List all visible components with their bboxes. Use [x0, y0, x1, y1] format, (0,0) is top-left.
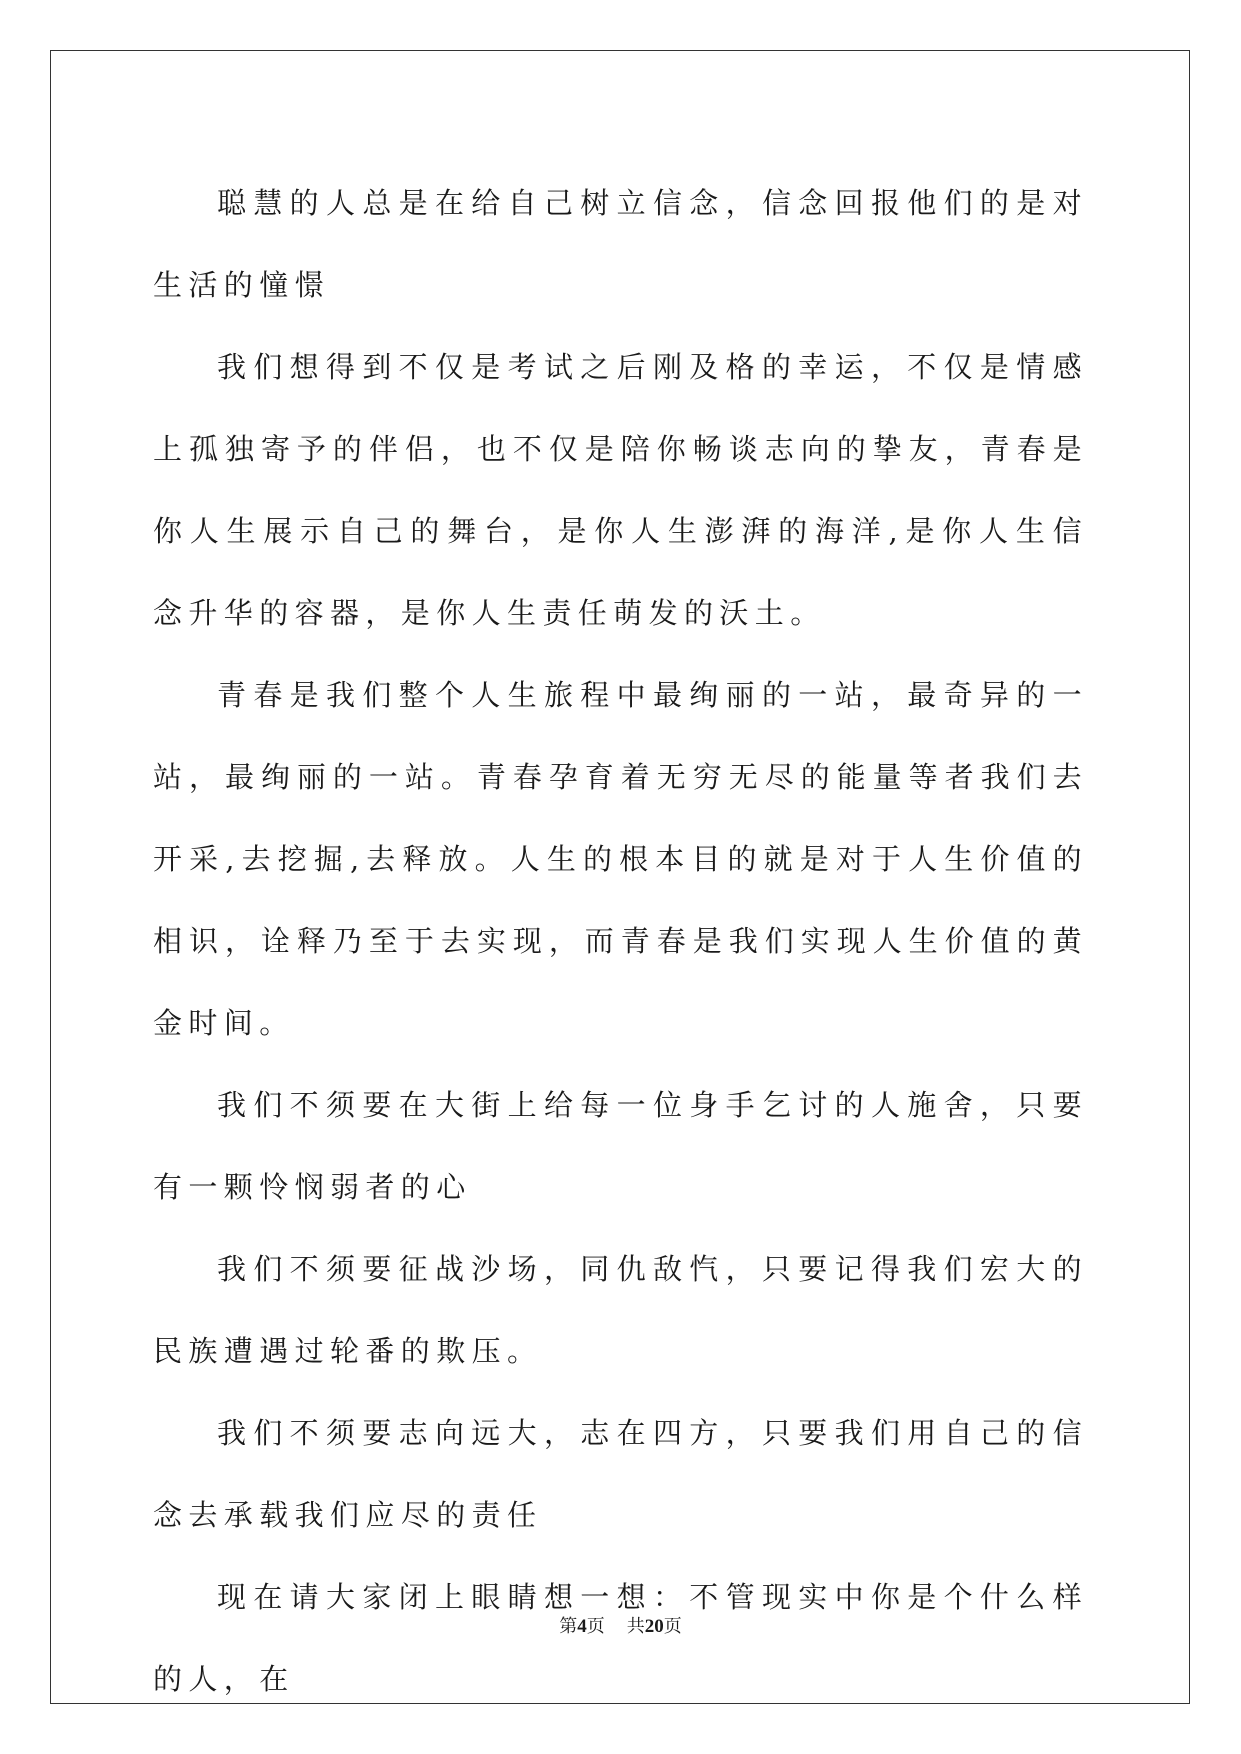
- page-prefix: 第: [559, 1616, 578, 1637]
- current-page-number: 4: [577, 1616, 587, 1637]
- paragraph: 现在请大家闭上眼睛想一想：不管现实中你是个什么样的人，在: [153, 1580, 1088, 1696]
- paragraph: 我们不须要在大街上给每一位身手乞讨的人施舍，只要有一颗怜悯弱者的心: [153, 1088, 1088, 1204]
- paragraph: 我们想得到不仅是考试之后刚及格的幸运，不仅是情感上孤独寄予的伴侣，也不仅是陪你畅谈志向的挚友，青春是你人生展示自己的舞台，是你人生澎湃的海洋,是你人生信念升华的容器，是你人生责任萌发的沃土。: [153, 350, 1088, 630]
- total-suffix: 页: [663, 1616, 682, 1637]
- document-body: [153, 162, 1088, 1720]
- total-page-count: 20: [644, 1616, 664, 1637]
- page-footer: [0, 1612, 1241, 1638]
- total-prefix: 共: [626, 1616, 645, 1637]
- paragraph: 青春是我们整个人生旅程中最绚丽的一站，最奇异的一站，最绚丽的一站。青春孕育着无穷无尽的能量等者我们去开采,去挖掘,去释放。人生的根本目的就是对于人生价值的相识，诠释乃至于去实现，而青春是我们实现人生价值的黄金时间。: [153, 678, 1088, 1040]
- paragraph: 聪慧的人总是在给自己树立信念，信念回报他们的是对生活的憧憬: [153, 186, 1088, 302]
- page-suffix: 页: [586, 1616, 605, 1637]
- paragraph: 我们不须要征战沙场，同仇敌忾，只要记得我们宏大的民族遭遇过轮番的欺压。: [153, 1252, 1088, 1368]
- paragraph: 我们不须要志向远大，志在四方，只要我们用自己的信念去承载我们应尽的责任: [153, 1416, 1088, 1532]
